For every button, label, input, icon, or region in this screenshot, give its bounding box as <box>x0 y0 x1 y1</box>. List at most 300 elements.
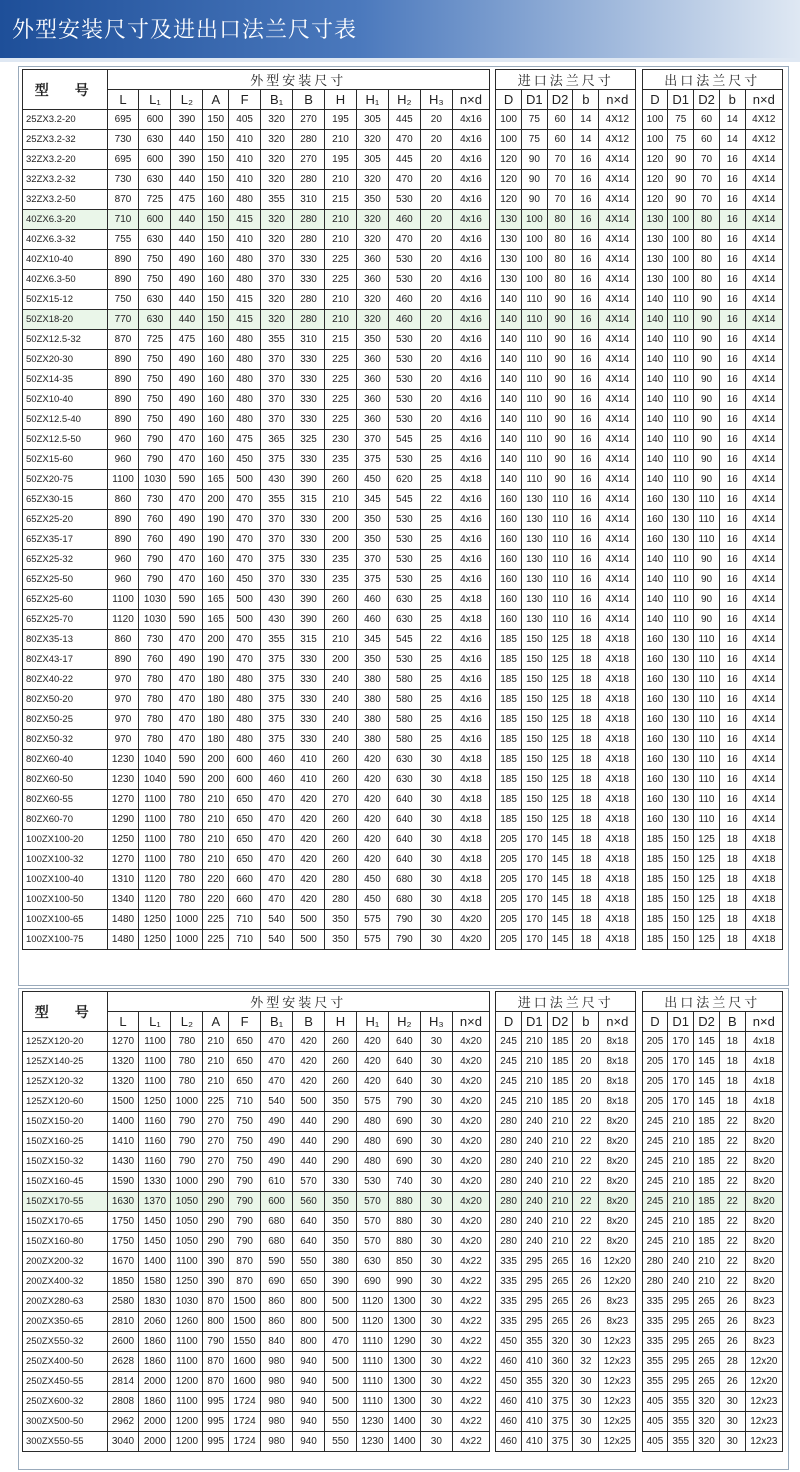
outline-cell: 420 <box>293 830 325 850</box>
inlet-cell: 125 <box>547 750 573 770</box>
outline-cell: 420 <box>293 790 325 810</box>
model-cell: 65ZX25-20 <box>23 510 108 530</box>
outline-cell: 4x18 <box>452 850 489 870</box>
inlet-cell: 4X14 <box>599 230 636 250</box>
model-cell: 150ZX170-55 <box>23 1192 108 1212</box>
outline-cell: 650 <box>229 1072 261 1092</box>
outlet-cell: 8x20 <box>745 1232 782 1252</box>
outline-cell: 280 <box>293 310 325 330</box>
outline-cell: 980 <box>261 1412 293 1432</box>
column-header: A <box>203 1012 229 1032</box>
outlet-cell: 130 <box>668 650 694 670</box>
outline-cell: 420 <box>356 790 388 810</box>
outline-cell: 210 <box>325 490 357 510</box>
inlet-cell: 8x20 <box>599 1132 636 1152</box>
outline-cell: 430 <box>261 590 293 610</box>
outlet-cell: 130 <box>668 670 694 690</box>
table-row <box>23 1332 783 1352</box>
outline-cell: 1100 <box>107 590 139 610</box>
outline-cell: 370 <box>261 350 293 370</box>
outlet-cell: 265 <box>694 1372 720 1392</box>
outline-cell: 370 <box>261 270 293 290</box>
outlet-cell: 295 <box>668 1332 694 1352</box>
outline-cell: 330 <box>293 730 325 750</box>
outline-cell: 570 <box>356 1212 388 1232</box>
outline-cell: 870 <box>229 1272 261 1292</box>
outlet-cell: 4X14 <box>745 330 782 350</box>
outline-cell: 470 <box>171 570 203 590</box>
inlet-cell: 125 <box>547 810 573 830</box>
inlet-cell: 335 <box>496 1272 522 1292</box>
outlet-cell: 140 <box>642 290 668 310</box>
inlet-cell: 4X18 <box>599 630 636 650</box>
outline-cell: 225 <box>203 1092 229 1112</box>
table-row <box>23 1032 783 1052</box>
outlet-cell: 26 <box>719 1332 745 1352</box>
outline-cell: 460 <box>261 750 293 770</box>
outline-cell: 470 <box>171 490 203 510</box>
outline-cell: 460 <box>388 290 420 310</box>
outline-cell: 780 <box>171 1032 203 1052</box>
column-header: F <box>229 1012 261 1032</box>
inlet-cell: 4X14 <box>599 430 636 450</box>
column-header: B₁ <box>261 90 293 110</box>
outlet-cell: 335 <box>642 1312 668 1332</box>
outlet-cell: 160 <box>642 770 668 790</box>
outline-cell: 790 <box>229 1192 261 1212</box>
outline-cell: 680 <box>388 890 420 910</box>
outline-cell: 790 <box>203 1332 229 1352</box>
inlet-cell: 130 <box>521 530 547 550</box>
outline-cell: 4x22 <box>452 1372 489 1392</box>
outline-cell: 360 <box>356 270 388 290</box>
outline-cell: 470 <box>388 130 420 150</box>
outlet-cell: 4X14 <box>745 270 782 290</box>
outlet-cell: 170 <box>668 1032 694 1052</box>
outline-cell: 280 <box>293 210 325 230</box>
outlet-cell: 22 <box>719 1212 745 1232</box>
outlet-cell: 4X14 <box>745 450 782 470</box>
outline-cell: 540 <box>261 1092 293 1112</box>
outlet-cell: 16 <box>719 810 745 830</box>
outline-cell: 210 <box>203 1052 229 1072</box>
outline-cell: 420 <box>293 850 325 870</box>
model-cell: 250ZX400-50 <box>23 1352 108 1372</box>
table-row <box>23 1092 783 1112</box>
outline-cell: 500 <box>325 1392 357 1412</box>
inlet-cell: 320 <box>547 1372 573 1392</box>
outlet-cell: 110 <box>694 790 720 810</box>
inlet-cell: 460 <box>496 1392 522 1412</box>
outline-cell: 30 <box>420 930 452 950</box>
outline-cell: 600 <box>261 1192 293 1212</box>
outline-cell: 430 <box>261 470 293 490</box>
inlet-cell: 4X14 <box>599 550 636 570</box>
outline-cell: 1230 <box>107 770 139 790</box>
outline-cell: 210 <box>325 130 357 150</box>
inlet-cell: 8x18 <box>599 1052 636 1072</box>
outline-cell: 640 <box>388 830 420 850</box>
inlet-cell: 4X18 <box>599 910 636 930</box>
outline-cell: 420 <box>293 870 325 890</box>
outline-cell: 1250 <box>171 1272 203 1292</box>
outline-cell: 725 <box>139 190 171 210</box>
table-row <box>23 1112 783 1132</box>
inlet-cell: 4X18 <box>599 810 636 830</box>
outline-cell: 4x20 <box>452 1192 489 1212</box>
table-row <box>23 190 783 210</box>
outlet-cell: 130 <box>668 510 694 530</box>
outline-cell: 380 <box>325 1252 357 1272</box>
outline-cell: 570 <box>356 1232 388 1252</box>
outline-cell: 500 <box>293 930 325 950</box>
outline-cell: 180 <box>203 690 229 710</box>
table-row <box>23 1052 783 1072</box>
inlet-cell: 130 <box>496 250 522 270</box>
outline-cell: 25 <box>420 530 452 550</box>
outlet-cell: 185 <box>642 830 668 850</box>
outline-cell: 260 <box>325 810 357 830</box>
outline-cell: 420 <box>293 1072 325 1092</box>
outlet-cell: 4X14 <box>745 410 782 430</box>
outline-cell: 1100 <box>139 1052 171 1072</box>
inlet-cell: 4X18 <box>599 710 636 730</box>
outline-cell: 640 <box>388 790 420 810</box>
outline-cell: 1300 <box>388 1392 420 1412</box>
outline-cell: 480 <box>356 1112 388 1132</box>
inlet-cell: 245 <box>496 1052 522 1072</box>
outline-cell: 30 <box>420 1072 452 1092</box>
model-cell: 200ZX400-32 <box>23 1272 108 1292</box>
outline-cell: 200 <box>325 510 357 530</box>
outline-cell: 500 <box>229 590 261 610</box>
outlet-cell: 90 <box>694 570 720 590</box>
inlet-cell: 110 <box>521 430 547 450</box>
inlet-cell: 130 <box>521 490 547 510</box>
outline-cell: 725 <box>139 330 171 350</box>
inlet-cell: 450 <box>496 1332 522 1352</box>
outline-cell: 630 <box>139 130 171 150</box>
outline-cell: 1290 <box>107 810 139 830</box>
model-cell: 125ZX140-25 <box>23 1052 108 1072</box>
outline-cell: 25 <box>420 590 452 610</box>
outline-cell: 20 <box>420 210 452 230</box>
outline-cell: 195 <box>325 150 357 170</box>
outlet-cell: 16 <box>719 790 745 810</box>
inlet-cell: 70 <box>547 150 573 170</box>
outline-cell: 1200 <box>171 1432 203 1452</box>
outline-cell: 270 <box>293 110 325 130</box>
inlet-cell: 110 <box>521 370 547 390</box>
outline-cell: 790 <box>171 1132 203 1152</box>
outline-cell: 4x20 <box>452 1112 489 1132</box>
inlet-cell: 125 <box>547 650 573 670</box>
outline-cell: 545 <box>388 490 420 510</box>
outline-cell: 630 <box>139 230 171 250</box>
outline-cell: 545 <box>388 430 420 450</box>
model-cell: 100ZX100-20 <box>23 830 108 850</box>
outlet-cell: 110 <box>694 650 720 670</box>
inlet-cell: 110 <box>547 570 573 590</box>
outline-cell: 260 <box>325 770 357 790</box>
outlet-cell: 125 <box>694 930 720 950</box>
inlet-cell: 140 <box>496 370 522 390</box>
outline-cell: 790 <box>139 550 171 570</box>
outlet-cell: 140 <box>642 410 668 430</box>
inlet-cell: 16 <box>573 490 599 510</box>
inlet-cell: 16 <box>573 310 599 330</box>
outlet-cell: 150 <box>668 930 694 950</box>
outline-cell: 475 <box>171 330 203 350</box>
inlet-cell: 150 <box>521 790 547 810</box>
outlet-cell: 130 <box>668 490 694 510</box>
inlet-cell: 110 <box>521 350 547 370</box>
inlet-cell: 30 <box>573 1432 599 1452</box>
model-cell: 50ZX12.5-40 <box>23 410 108 430</box>
inlet-cell: 375 <box>547 1392 573 1412</box>
inlet-cell: 90 <box>547 310 573 330</box>
outline-cell: 360 <box>356 350 388 370</box>
outlet-cell: 90 <box>694 310 720 330</box>
outline-cell: 20 <box>420 290 452 310</box>
inlet-cell: 70 <box>547 190 573 210</box>
outlet-cell: 405 <box>642 1412 668 1432</box>
inlet-cell: 110 <box>521 410 547 430</box>
inlet-cell: 90 <box>547 470 573 490</box>
outlet-cell: 4x18 <box>745 1032 782 1052</box>
inlet-cell: 170 <box>521 830 547 850</box>
outline-cell: 1300 <box>388 1292 420 1312</box>
outlet-cell: 4X14 <box>745 530 782 550</box>
inlet-cell: 14 <box>573 110 599 130</box>
inlet-cell: 150 <box>521 670 547 690</box>
table-row <box>23 210 783 230</box>
inlet-cell: 22 <box>573 1232 599 1252</box>
outline-cell: 320 <box>261 130 293 150</box>
outline-cell: 860 <box>261 1292 293 1312</box>
outlet-cell: 185 <box>694 1152 720 1172</box>
group-header-inlet: 进口法兰尺寸 <box>496 70 636 90</box>
outlet-cell: 4x18 <box>745 1092 782 1112</box>
outline-cell: 390 <box>293 470 325 490</box>
outline-cell: 1600 <box>229 1352 261 1372</box>
outline-cell: 1160 <box>139 1132 171 1152</box>
outline-cell: 4x16 <box>452 710 489 730</box>
table-row <box>23 110 783 130</box>
outline-cell: 4x20 <box>452 910 489 930</box>
inlet-cell: 185 <box>496 770 522 790</box>
outline-cell: 25 <box>420 430 452 450</box>
outline-cell: 190 <box>203 650 229 670</box>
outlet-cell: 240 <box>668 1272 694 1292</box>
outline-cell: 20 <box>420 150 452 170</box>
outline-cell: 1830 <box>139 1292 171 1312</box>
outline-cell: 420 <box>293 1052 325 1072</box>
outline-cell: 1110 <box>356 1392 388 1412</box>
inlet-cell: 185 <box>496 790 522 810</box>
outlet-cell: 185 <box>642 870 668 890</box>
outlet-cell: 16 <box>719 350 745 370</box>
inlet-cell: 210 <box>547 1232 573 1252</box>
outline-cell: 280 <box>293 170 325 190</box>
outline-cell: 160 <box>203 390 229 410</box>
outlet-cell: 185 <box>694 1112 720 1132</box>
outline-cell: 330 <box>293 690 325 710</box>
outline-cell: 150 <box>203 210 229 230</box>
outline-cell: 790 <box>388 1092 420 1112</box>
outline-cell: 290 <box>203 1232 229 1252</box>
inlet-cell: 450 <box>496 1372 522 1392</box>
outline-cell: 460 <box>356 610 388 630</box>
outlet-cell: 100 <box>642 110 668 130</box>
inlet-cell: 12x20 <box>599 1252 636 1272</box>
inlet-cell: 90 <box>547 290 573 310</box>
outlet-cell: 205 <box>642 1052 668 1072</box>
table-row <box>23 430 783 450</box>
outline-cell: 790 <box>171 1152 203 1172</box>
outlet-cell: 90 <box>668 170 694 190</box>
outline-cell: 480 <box>356 1152 388 1172</box>
outlet-cell: 245 <box>642 1152 668 1172</box>
outline-cell: 4x22 <box>452 1332 489 1352</box>
model-cell: 25ZX3.2-32 <box>23 130 108 150</box>
outlet-cell: 185 <box>694 1192 720 1212</box>
outline-cell: 4x18 <box>452 870 489 890</box>
outline-cell: 410 <box>229 230 261 250</box>
outlet-cell: 110 <box>668 470 694 490</box>
inlet-cell: 18 <box>573 730 599 750</box>
outline-cell: 530 <box>356 1172 388 1192</box>
outline-cell: 165 <box>203 470 229 490</box>
outline-cell: 1100 <box>107 470 139 490</box>
outline-cell: 20 <box>420 110 452 130</box>
inlet-cell: 410 <box>521 1352 547 1372</box>
outlet-cell: 16 <box>719 450 745 470</box>
outline-cell: 480 <box>229 710 261 730</box>
inlet-cell: 355 <box>521 1372 547 1392</box>
inlet-cell: 185 <box>496 670 522 690</box>
outlet-cell: 8x20 <box>745 1152 782 1172</box>
outline-cell: 290 <box>325 1152 357 1172</box>
outlet-cell: 295 <box>668 1352 694 1372</box>
outline-cell: 450 <box>356 870 388 890</box>
outline-cell: 870 <box>107 330 139 350</box>
outlet-cell: 100 <box>668 270 694 290</box>
inlet-cell: 240 <box>521 1132 547 1152</box>
outline-cell: 1100 <box>171 1392 203 1412</box>
outline-cell: 165 <box>203 610 229 630</box>
outline-cell: 750 <box>139 270 171 290</box>
outline-cell: 1400 <box>107 1112 139 1132</box>
outline-cell: 30 <box>420 1092 452 1112</box>
inlet-cell: 120 <box>496 150 522 170</box>
outline-cell: 870 <box>203 1292 229 1312</box>
model-cell: 300ZX550-55 <box>23 1432 108 1452</box>
table-row <box>23 1272 783 1292</box>
outlet-cell: 185 <box>694 1232 720 1252</box>
outline-cell: 280 <box>293 290 325 310</box>
outlet-cell: 4X14 <box>745 150 782 170</box>
outline-cell: 375 <box>261 710 293 730</box>
model-cell: 40ZX6.3-20 <box>23 210 108 230</box>
outlet-cell: 150 <box>668 890 694 910</box>
outline-cell: 4x16 <box>452 570 489 590</box>
column-header: L₁ <box>139 1012 171 1032</box>
model-cell: 65ZX30-15 <box>23 490 108 510</box>
outlet-cell: 150 <box>668 850 694 870</box>
outlet-cell: 130 <box>642 210 668 230</box>
outline-cell: 420 <box>356 750 388 770</box>
outline-cell: 1320 <box>107 1072 139 1092</box>
outline-cell: 380 <box>356 670 388 690</box>
outline-cell: 550 <box>325 1432 357 1452</box>
outline-cell: 370 <box>261 570 293 590</box>
inlet-cell: 145 <box>547 850 573 870</box>
inlet-cell: 4X14 <box>599 390 636 410</box>
outlet-cell: 160 <box>642 810 668 830</box>
inlet-cell: 18 <box>573 670 599 690</box>
outlet-cell: 140 <box>642 370 668 390</box>
outline-cell: 4x20 <box>452 1212 489 1232</box>
inlet-cell: 120 <box>496 170 522 190</box>
outline-cell: 355 <box>261 490 293 510</box>
outlet-cell: 150 <box>668 910 694 930</box>
outlet-cell: 22 <box>719 1252 745 1272</box>
column-header: n×d <box>599 1012 636 1032</box>
outlet-cell: 4X18 <box>745 850 782 870</box>
outline-cell: 530 <box>388 390 420 410</box>
outline-cell: 450 <box>229 450 261 470</box>
outlet-cell: 140 <box>642 590 668 610</box>
inlet-cell: 170 <box>521 890 547 910</box>
outline-cell: 690 <box>388 1152 420 1172</box>
outline-cell: 1100 <box>139 1072 171 1092</box>
outline-cell: 470 <box>261 890 293 910</box>
outlet-cell: 18 <box>719 870 745 890</box>
column-header: D1 <box>521 1012 547 1032</box>
outline-cell: 260 <box>325 1072 357 1092</box>
outline-cell: 320 <box>261 310 293 330</box>
outlet-cell: 18 <box>719 1032 745 1052</box>
outline-cell: 470 <box>261 830 293 850</box>
outlet-cell: 16 <box>719 530 745 550</box>
outline-cell: 225 <box>203 910 229 930</box>
outlet-cell: 185 <box>694 1132 720 1152</box>
outline-cell: 20 <box>420 270 452 290</box>
outlet-cell: 90 <box>668 190 694 210</box>
outline-cell: 780 <box>171 810 203 830</box>
outline-cell: 370 <box>261 370 293 390</box>
outline-cell: 330 <box>293 550 325 570</box>
outline-cell: 4x16 <box>452 690 489 710</box>
outlet-cell: 185 <box>642 850 668 870</box>
outline-cell: 1750 <box>107 1232 139 1252</box>
outline-cell: 1270 <box>107 790 139 810</box>
inlet-cell: 210 <box>521 1052 547 1072</box>
outline-cell: 470 <box>261 1032 293 1052</box>
model-cell: 50ZX15-60 <box>23 450 108 470</box>
outline-cell: 30 <box>420 1352 452 1372</box>
outline-cell: 30 <box>420 1152 452 1172</box>
outline-cell: 410 <box>229 130 261 150</box>
outline-cell: 280 <box>293 230 325 250</box>
outline-cell: 1250 <box>139 1092 171 1112</box>
outline-cell: 630 <box>388 750 420 770</box>
outline-cell: 4x16 <box>452 250 489 270</box>
outlet-cell: 4X14 <box>745 190 782 210</box>
outline-cell: 575 <box>356 930 388 950</box>
outline-cell: 4x16 <box>452 110 489 130</box>
